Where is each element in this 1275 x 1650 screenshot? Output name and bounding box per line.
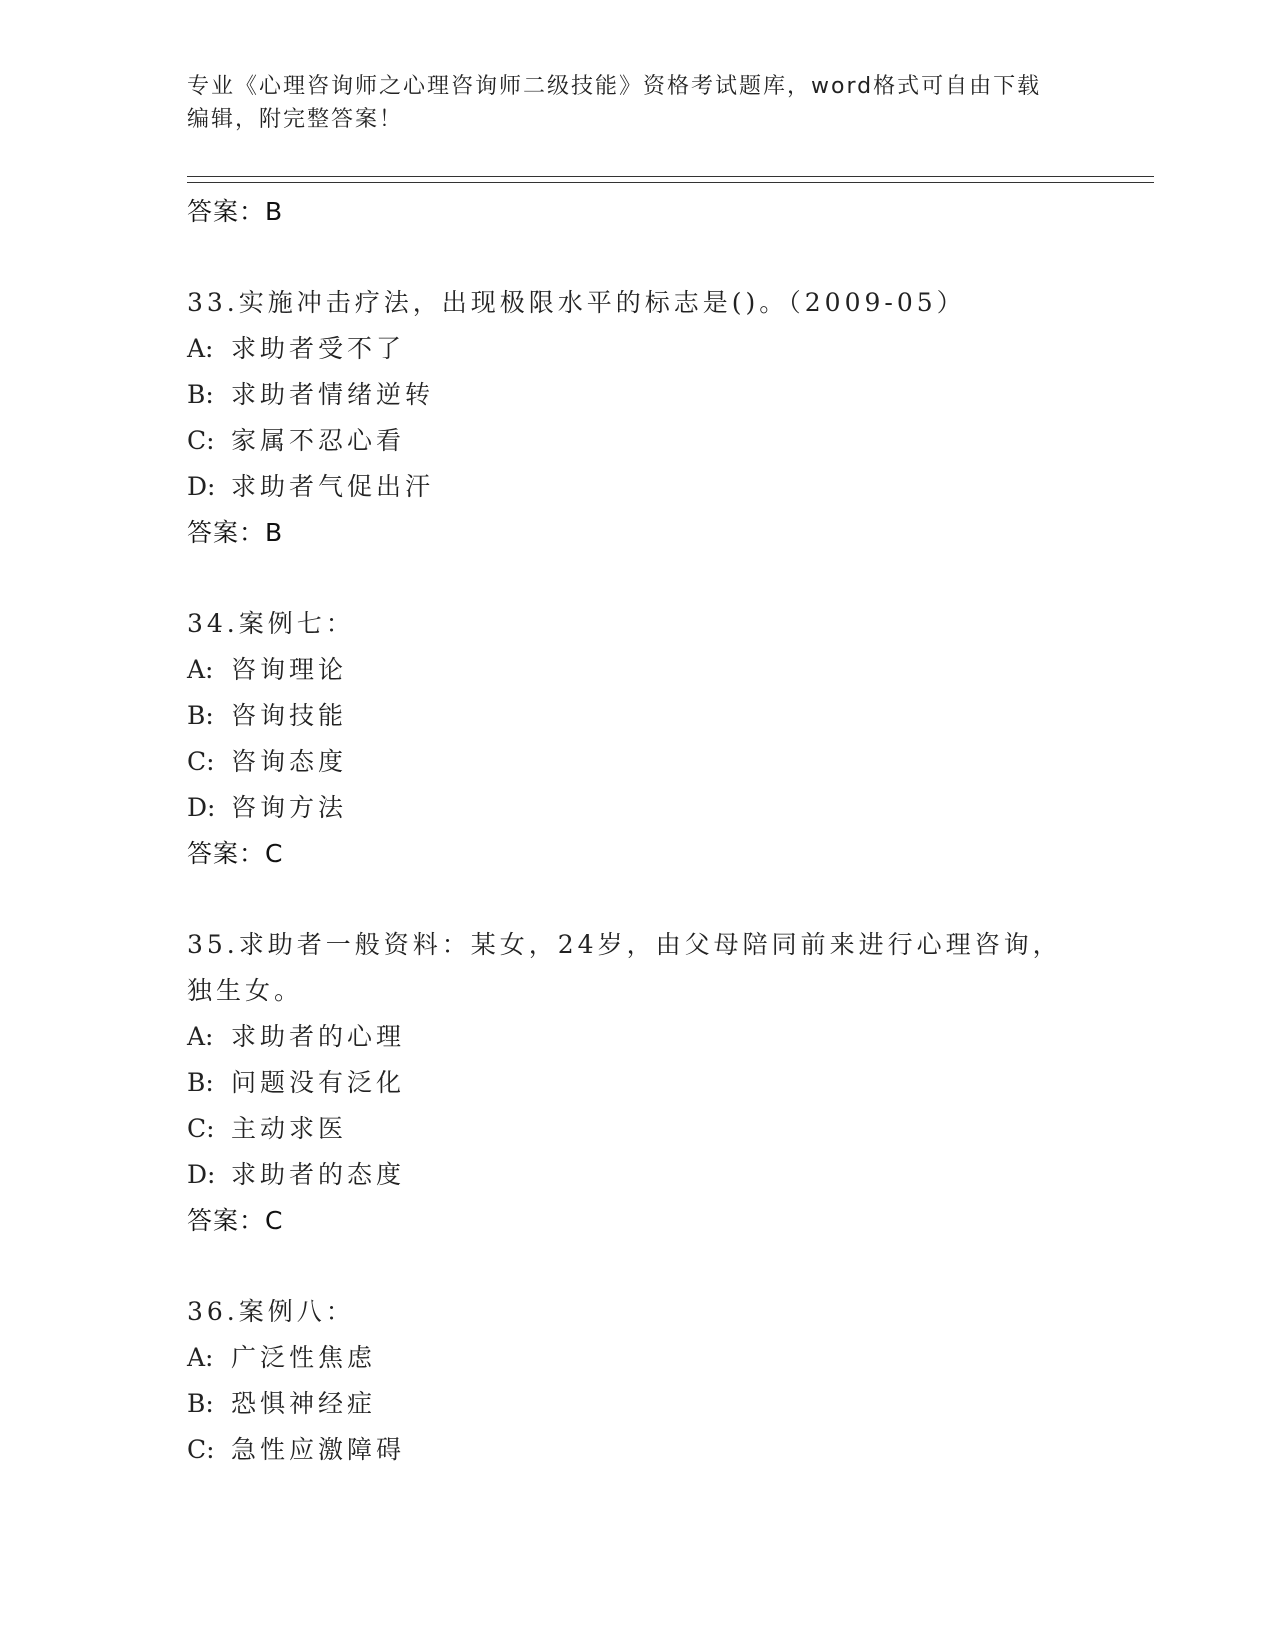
question-block	[187, 922, 1087, 1244]
option-text: 问题没有泛化	[231, 1068, 406, 1097]
option-text: 求助者情绪逆转	[231, 380, 435, 409]
option-b	[187, 1381, 1087, 1427]
option-key: B:	[187, 1068, 214, 1097]
header-line-2: 编辑，附完整答案！	[187, 107, 404, 132]
option-key: C:	[187, 1435, 215, 1464]
option-d	[187, 785, 1087, 831]
option-text: 急性应激障碍	[231, 1435, 406, 1464]
option-d	[187, 464, 1087, 510]
header-rule-top	[187, 176, 1154, 177]
question-block	[187, 601, 1087, 877]
previous-answer: 答案：B	[187, 197, 284, 226]
option-key: D:	[187, 1160, 216, 1189]
document-header	[187, 70, 1087, 136]
option-text: 求助者的态度	[231, 1160, 406, 1189]
option-text: 咨询方法	[231, 793, 348, 822]
question-stem: 34.案例七：	[187, 609, 355, 638]
option-text: 求助者气促出汗	[231, 472, 435, 501]
question-block	[187, 1289, 1087, 1473]
option-key: B:	[187, 380, 214, 409]
option-text: 恐惧神经症	[231, 1389, 377, 1418]
option-key: A:	[187, 334, 214, 363]
option-c	[187, 739, 1087, 785]
header-line-1: 专业《心理咨询师之心理咨询师二级技能》资格考试题库，word格式可自由下载	[187, 74, 1042, 99]
option-text: 咨询理论	[231, 655, 348, 684]
question-list	[187, 189, 1087, 1473]
answer-line: 答案：B	[187, 518, 284, 547]
option-key: A:	[187, 655, 214, 684]
option-text: 求助者受不了	[231, 334, 406, 363]
question-stem: 36.案例八：	[187, 1297, 355, 1326]
option-text: 咨询态度	[231, 747, 348, 776]
question-stem: 33.实施冲击疗法，出现极限水平的标志是()。（2009-05）	[187, 288, 966, 317]
option-a	[187, 326, 1087, 372]
option-a	[187, 1014, 1087, 1060]
option-d	[187, 1152, 1087, 1198]
option-text: 主动求医	[231, 1114, 348, 1143]
option-key: D:	[187, 472, 216, 501]
question-block	[187, 280, 1087, 556]
option-key: B:	[187, 1389, 214, 1418]
option-text: 家属不忍心看	[231, 426, 406, 455]
answer-line: 答案：C	[187, 1206, 284, 1235]
option-key: D:	[187, 793, 216, 822]
option-key: A:	[187, 1022, 214, 1051]
option-text: 咨询技能	[231, 701, 348, 730]
option-key: C:	[187, 747, 215, 776]
question-stem: 35.求助者一般资料：某女，24岁，由父母陪同前来进行心理咨询，独生女。	[187, 930, 1062, 1005]
option-key: B:	[187, 701, 214, 730]
header-rule-bottom	[187, 182, 1154, 183]
option-key: C:	[187, 426, 215, 455]
option-c	[187, 1427, 1087, 1473]
option-c	[187, 1106, 1087, 1152]
option-text: 广泛性焦虑	[231, 1343, 377, 1372]
option-c	[187, 418, 1087, 464]
option-text: 求助者的心理	[231, 1022, 406, 1051]
option-key: C:	[187, 1114, 215, 1143]
option-b	[187, 372, 1087, 418]
option-a	[187, 1335, 1087, 1381]
option-key: A:	[187, 1343, 214, 1372]
answer-line: 答案：C	[187, 839, 284, 868]
option-b	[187, 693, 1087, 739]
option-a	[187, 647, 1087, 693]
option-b	[187, 1060, 1087, 1106]
